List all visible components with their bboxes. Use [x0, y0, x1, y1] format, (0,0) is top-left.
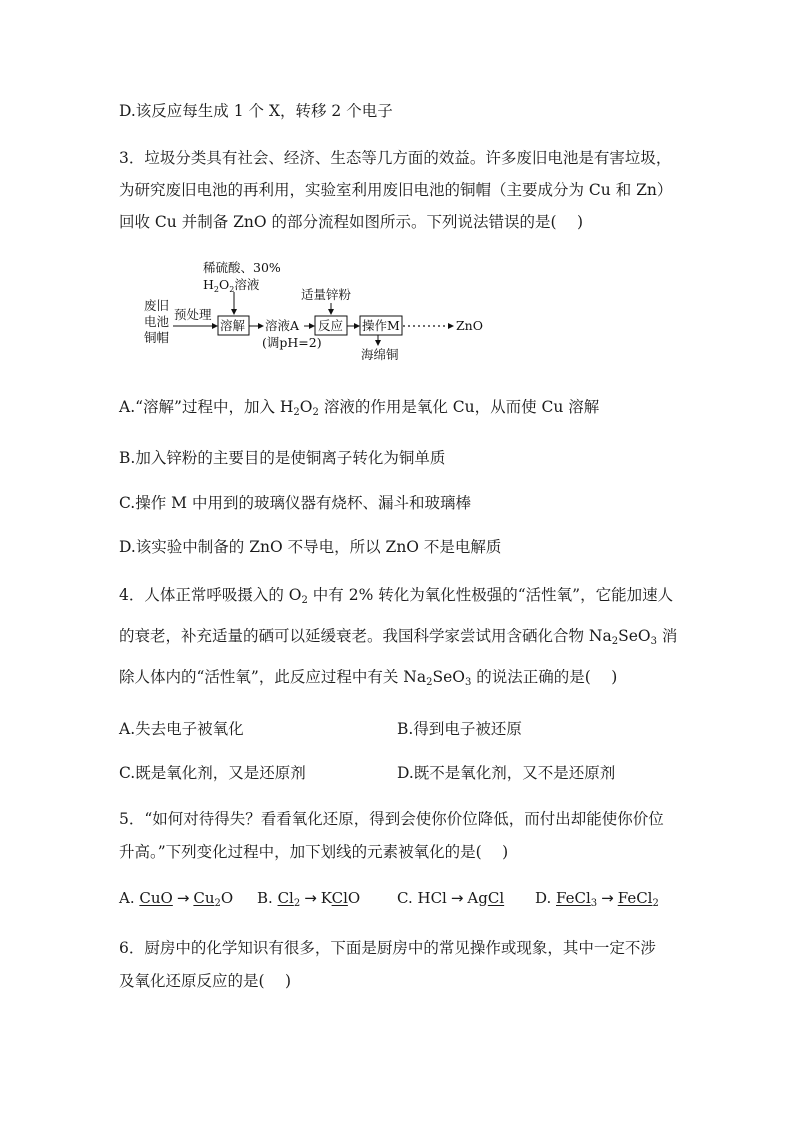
q4-option-c: C.既是氧化剂，又是还原剂: [119, 764, 306, 782]
flow-box-dissolve-label: 溶解: [220, 318, 246, 333]
flow-arrowhead-2: [258, 323, 264, 329]
q3-option-a: A.“溶解”过程中，加入 $H_2O_2$ 溶液的作用是氧化 Cu，从而使 Cu 溶解: [119, 398, 600, 418]
flow-arrowhead-reagent1: [231, 309, 237, 315]
q5-option-c: C. HCl → AgCl: [397, 889, 505, 907]
q3-option-d: D.该实验中制备的 ZnO 不导电，所以 ZnO 不是电解质: [119, 538, 502, 556]
flow-reagent1-line2: $H_2O_2$溶液: [203, 277, 260, 294]
flow-start-line2: 电池: [144, 314, 170, 329]
q4-option-a: A.失去电子被氧化: [119, 720, 244, 738]
q4-stem-line1: 4．人体正常呼吸摄入的 $O_2$ 中有 2% 转化为氧化性极强的“活性氧”，它能加速人: [119, 586, 674, 606]
flow-reagent1-line1: 稀硫酸、30%: [203, 260, 281, 275]
flow-arrowhead-1: [212, 323, 218, 329]
flow-box-react-label: 反应: [318, 318, 344, 333]
q6-stem-line2: 及氧化还原反应的是( ): [119, 972, 292, 990]
q5-option-b: B. $Cl_2$ → KClO: [257, 889, 361, 909]
flow-start-line1: 废旧: [144, 298, 170, 313]
q2-option-d: D.该反应每生成 1 个 X，转移 2 个电子: [119, 102, 393, 120]
flow-final-product: ZnO: [456, 318, 483, 333]
flow-arrowhead-down: [375, 340, 381, 346]
q4-stem-line2: 的衰老，补充适量的硒可以延缓衰老。我国科学家尝试用含硒化合物 $Na_2SeO_3$ 消: [119, 627, 678, 647]
q3-flow-diagram: [140, 258, 490, 366]
q5-option-a: A. CuO → $Cu_2O$: [119, 889, 234, 909]
flow-reagent2: 适量锌粉: [301, 287, 352, 302]
flow-start-line3: 铜帽: [144, 330, 170, 345]
q3-option-b: B.加入锌粉的主要目的是使铜离子转化为铜单质: [119, 449, 446, 467]
q4-stem-line3: 除人体内的“活性氧”，此反应过程中有关 $Na_2SeO_3$ 的说法正确的是( ): [119, 668, 618, 688]
q3-option-c: C.操作 M 中用到的玻璃仪器有烧杯、漏斗和玻璃棒: [119, 494, 471, 512]
flow-arrowhead-4: [354, 323, 360, 329]
flow-box-operation-label: 操作M: [362, 318, 400, 333]
q6-stem-line1: 6．厨房中的化学知识有很多，下面是厨房中的常见操作或现象，其中一定不涉: [119, 939, 656, 957]
flow-arrowhead-5: [448, 323, 454, 329]
q3-stem-line1: 3．垃圾分类具有社会、经济、生态等几方面的效益。许多废旧电池是有害垃圾，: [119, 149, 672, 167]
q5-stem-line2: 升高。”下列变化过程中，加下划线的元素被氧化的是( ): [119, 843, 509, 861]
q3-stem-line3: 回收 Cu 并制备 ZnO 的部分流程如图所示。下列说法错误的是( ): [119, 213, 584, 231]
flow-arrowhead-3: [309, 323, 315, 329]
flow-arrowhead-reagent2: [328, 309, 334, 315]
q3-stem-line2: 为研究废旧电池的再利用，实验室利用废旧电池的铜帽（主要成分为 Cu 和 Zn）: [119, 181, 673, 199]
flow-solution-a: 溶液A: [265, 318, 300, 333]
flow-product-bottom: 海绵铜: [361, 347, 399, 362]
q4-option-b: B.得到电子被还原: [397, 720, 522, 738]
q4-option-d: D.既不是氧化剂，又不是还原剂: [397, 764, 616, 782]
flow-step-pretreat: 预处理: [174, 307, 212, 322]
q5-stem-line1: 5．“如何对待得失？看看氧化还原，得到会使你价位降低，而付出却能使你价位: [119, 810, 664, 828]
q5-option-d: D. FeCl$_3$ → FeCl$_2$: [535, 889, 659, 909]
flow-ph-note: (调pH=2): [262, 335, 322, 350]
